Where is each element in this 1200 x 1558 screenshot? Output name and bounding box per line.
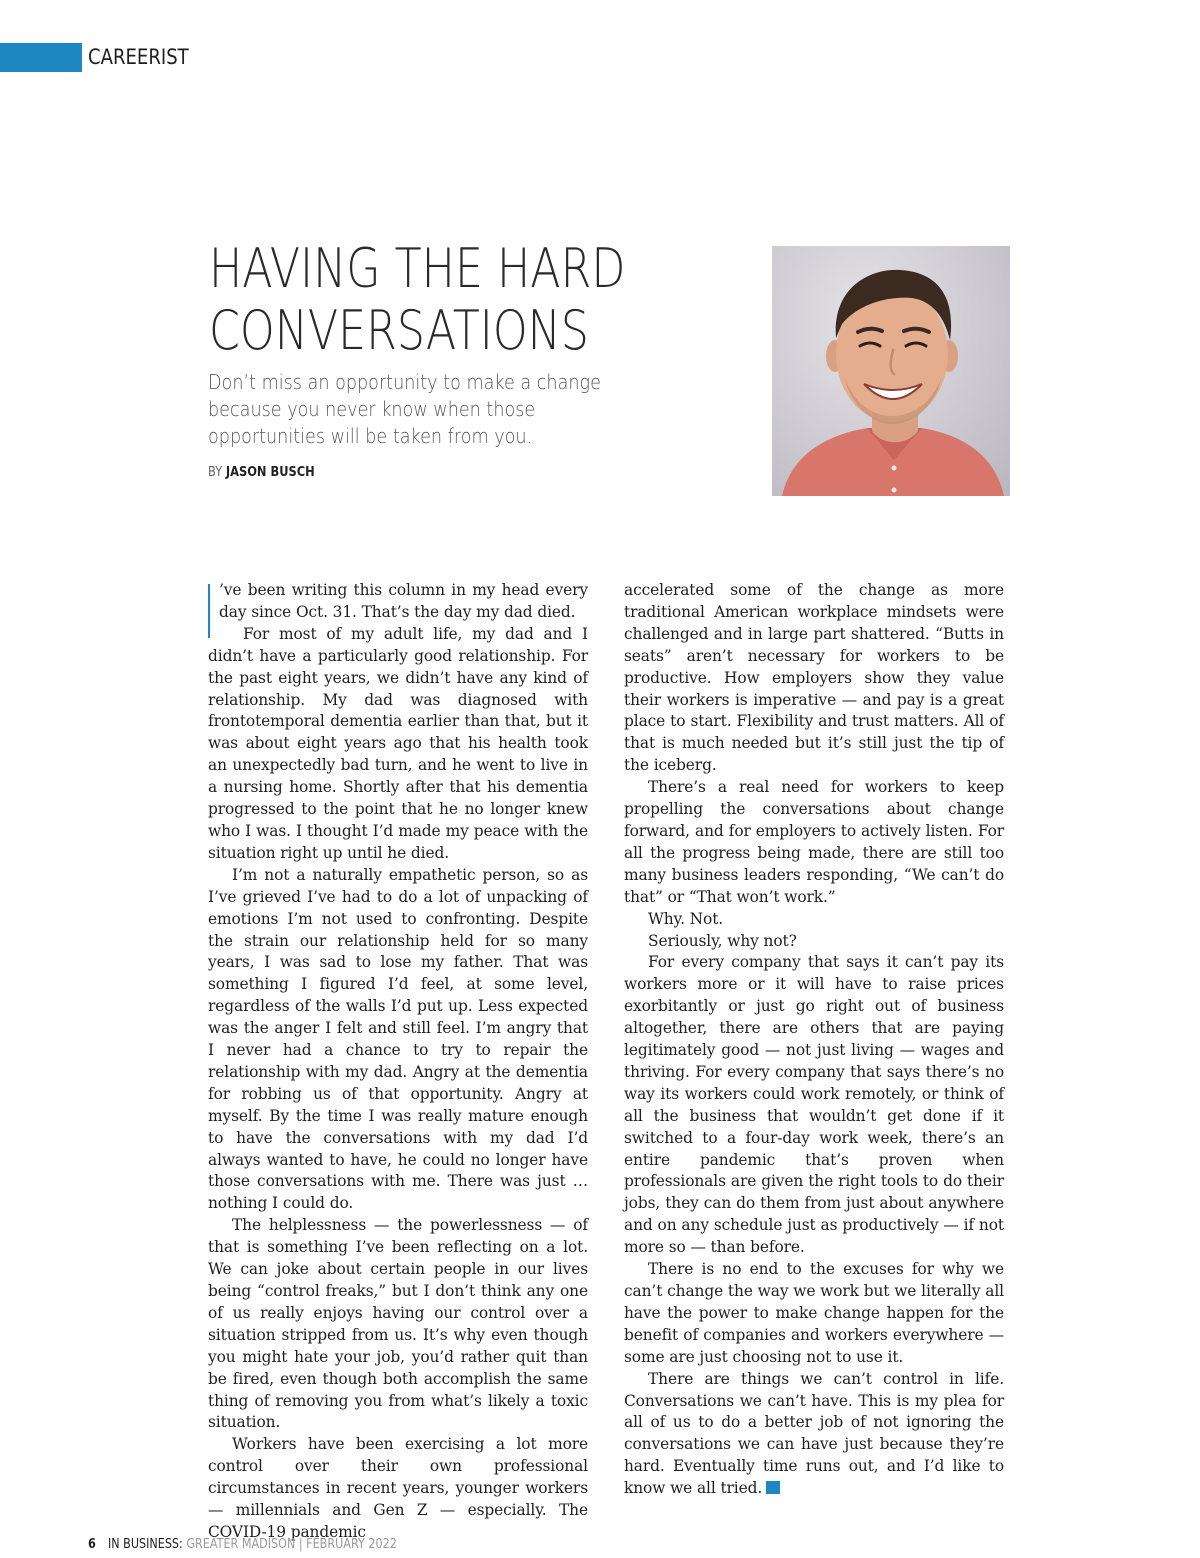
article-paragraph: Seriously, why not? xyxy=(648,931,797,950)
article-paragraph: Workers have been exercising a lot more control over their own professional circumstances in recent years, younger workers — millennials and Gen Z — especially. The COVID-19 pandemic xyxy=(208,1435,588,1541)
publication-edition: GREATER MADISON | FEBRUARY 2022 xyxy=(186,1537,397,1552)
end-mark-label: IB xyxy=(790,1483,800,1493)
page-number: 6 xyxy=(88,1537,96,1552)
article-paragraph xyxy=(624,1369,1004,1500)
article-paragraph: accelerated some of the change as more traditional American workplace mindsets were challenged and in large part shattered. “Butts in seats” aren’t necessary for workers to be productive. How employers show they value their workers is imperative — and pay is a great place to start. Flexibility and trust matters. All of that is much needed but it’s still just the tip of the iceberg. xyxy=(624,581,1004,775)
author-name: JASON BUSCH xyxy=(225,465,315,480)
section-label: CAREERIST xyxy=(88,45,189,69)
article-paragraph: There is no end to the excuses for why we can’t change the way we work but we literally all have the power to make change happen for the benefit of companies and workers everywhere — some are just choosing not to use it. xyxy=(624,1260,1004,1366)
article-paragraph: I’m not a naturally empathetic person, so as I’ve grieved I’ve had to do a lot of unpacking of emotions I’m not used to confronting. Despite the strain our relationship held for so many years, I was sad to lose my father. That was something I figured I’d feel, at some level, regardless of the walls I’d put up. Less expected was the anger I felt and still feel. I’m angry that I never had a chance to try to repair the relationship with my dad. Angry at the dementia for robbing us of that opportunity. Angry at myself. By the time I was really mature enough to have the conversations with my dad I’d always wanted to have, he could no longer have those conversations with me. There was just … nothing I could do. xyxy=(208,865,588,1213)
article-body-right-column xyxy=(624,580,1004,1500)
first-paragraph-text: ’ve been writing this column in my head every day since Oct. 31. That’s the day my dad died. xyxy=(219,581,588,621)
drop-cap-bar xyxy=(208,584,210,638)
article-paragraph: For most of my adult life, my dad and I didn’t have a particularly good relationship. For the past eight years, we didn’t have any kind of relationship. My dad was diagnosed with frontotemporal dementia earlier than that, but it was about eight years ago that his health took an unexpectedly bad turn, and he went to live in a nursing home. Shortly after that his dementia progressed to the point that he no longer knew who I was. I thought I’d made my peace with the situation right up until he died. xyxy=(208,624,588,862)
byline-prefix: BY xyxy=(208,465,223,480)
page-footer xyxy=(88,1537,397,1552)
closing-paragraph-text: There are things we can’t control in life. Conversations we can’t have. This is my plea for all of us to do a better job of not ignoring the conversations we can have just because they’re hard. Eventually time runs out, and I’d like to know we all tried. xyxy=(624,1369,1004,1498)
article-paragraph: There’s a real need for workers to keep propelling the conversations about change forward, and for employers to actively listen. For all the progress being made, there are still too many business leaders responding, “We can’t do that” or “That won’t work.” xyxy=(624,778,1004,906)
article-body-left-column xyxy=(208,580,588,1544)
author-portrait-icon xyxy=(772,246,1010,496)
article-paragraph xyxy=(208,580,588,624)
byline xyxy=(208,465,315,480)
article-paragraph: The helplessness — the powerlessness — of that is something I’ve been reflecting on a lot. We can joke about certain people in our lives being “control freaks,” but I don’t think any one of us really enjoys having our control over a situation stripped from us. It’s why even though you might hate your job, you’d rather quit than be fired, even though both accomplish the same thing of removing you from what’s likely a toxic situation. xyxy=(208,1216,588,1432)
end-mark-icon xyxy=(766,1481,800,1494)
publication-name: IN BUSINESS: xyxy=(107,1537,183,1552)
section-accent-bar xyxy=(0,43,82,72)
article-deck: Don’t miss an opportunity to make a change because you never know when those opportunities will be taken from you. xyxy=(208,370,601,448)
author-portrait-photo xyxy=(772,246,1010,496)
article-paragraph: For every company that says it can’t pay its workers more or it will have to raise prices exorbitantly or just go right out of business altogether, there are others that are paying legitimately good — not just living — wages and thriving. For every company that says there’s no way its workers could work remotely, or think of all the business that wouldn’t get done if it switched to a four-day work week, there’s an entire pandemic that’s proven when professionals are given the right tools to do their jobs, they can do them from just about anywhere and on any schedule just as productively — if not more so — than before. xyxy=(624,953,1004,1257)
article-headline: HAVING THE HARD CONVERSATIONS xyxy=(209,237,626,362)
article-paragraph: Why. Not. xyxy=(648,909,724,928)
